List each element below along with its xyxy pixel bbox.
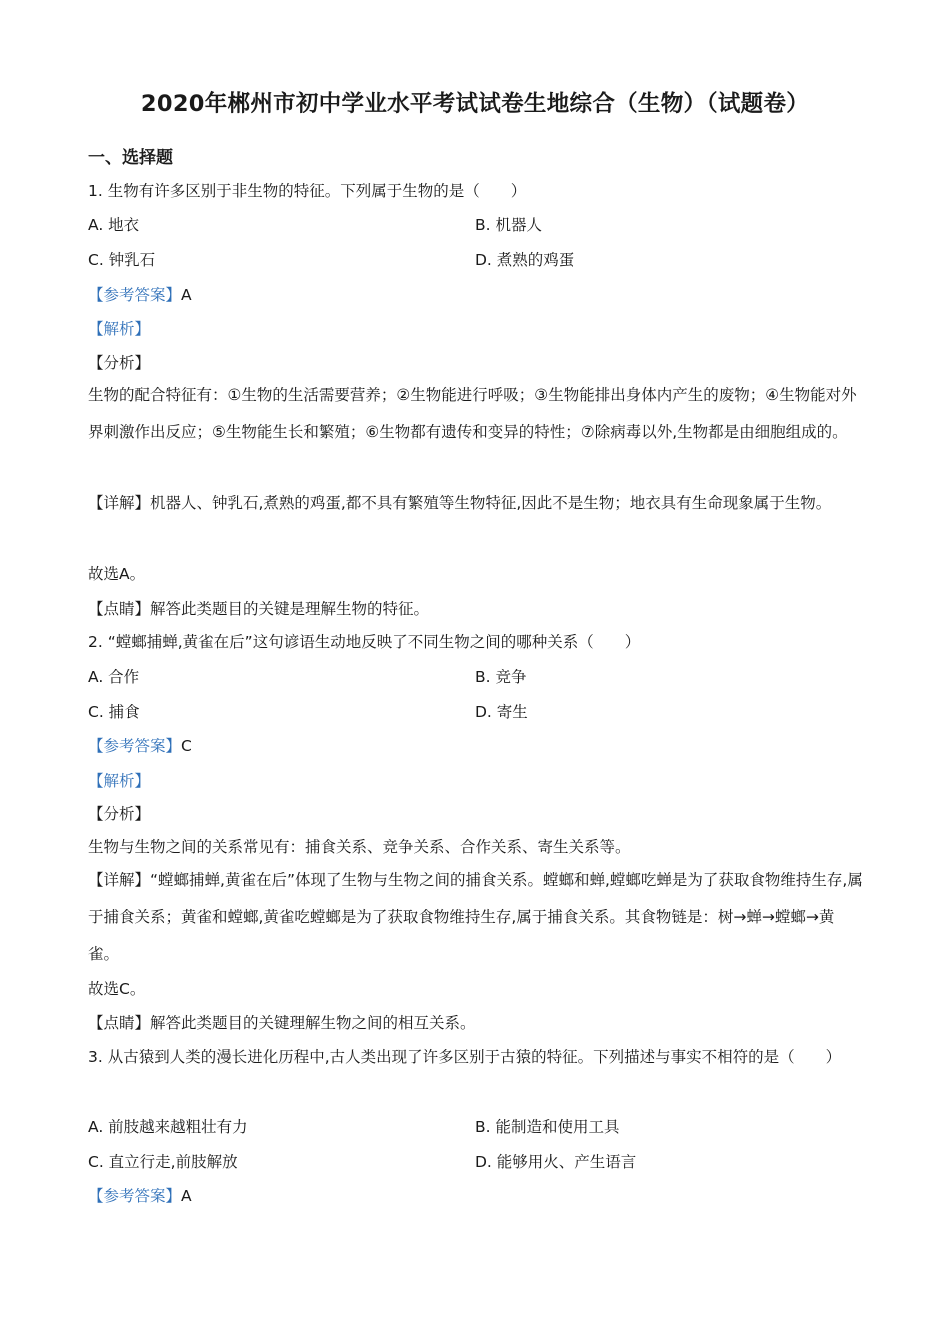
question-2-stem: 2. “螳螂捕蝉,黄雀在后”这句谚语生动地反映了不同生物之间的哪种关系（ ） — [88, 633, 641, 651]
q1-option-d: D. 煮熟的鸡蛋 — [475, 251, 575, 269]
q3-option-b: B. 能制造和使用工具 — [475, 1118, 620, 1136]
q2-dianjing: 【点睛】解答此类题目的关键理解生物之间的相互关系。 — [88, 1014, 476, 1032]
q2-fenxi-text: 生物与生物之间的关系常见有：捕食关系、竞争关系、合作关系、寄生关系等。 — [88, 838, 631, 856]
answer-label: 【参考答案】 — [88, 286, 182, 304]
q3-option-c: C. 直立行走,前肢解放 — [88, 1153, 238, 1171]
q2-option-b: B. 竞争 — [475, 668, 527, 686]
question-3-stem: 3. 从古猿到人类的漫长进化历程中,古人类出现了许多区别于古猿的特征。下列描述与事实不相符的是（ ） — [88, 1048, 842, 1066]
q1-jiexi-label: 【解析】 — [88, 320, 151, 338]
answer-label: 【参考答案】 — [88, 737, 182, 755]
answer-value: A — [181, 1187, 192, 1205]
q2-option-c: C. 捕食 — [88, 703, 140, 721]
q1-answer — [88, 284, 192, 306]
answer-value: A — [181, 286, 192, 304]
q2-fenxi-label: 【分析】 — [88, 805, 151, 823]
answer-value: C — [181, 737, 192, 755]
q1-option-a: A. 地衣 — [88, 216, 140, 234]
answer-label: 【参考答案】 — [88, 1187, 182, 1205]
q1-option-b: B. 机器人 — [475, 216, 542, 234]
q3-answer — [88, 1185, 192, 1207]
q1-fenxi-text: 生物的配合特征有：①生物的生活需要营养；②生物能进行呼吸；③生物能排出身体内产生的废物；④生物能对外界刺激作出反应；⑤生物能生长和繁殖；⑥生物都有遗传和变异的特性；⑦除病毒以外,生物都是由细胞组成的。 — [88, 386, 857, 441]
page-title: 2020年郴州市初中学业水平考试试卷生地综合（生物）（试题卷） — [140, 91, 810, 117]
q1-dianjing: 【点睛】解答此类题目的关键是理解生物的特征。 — [88, 600, 430, 618]
section-heading: 一、选择题 — [88, 148, 173, 168]
q2-option-a: A. 合作 — [88, 668, 140, 686]
q3-option-a: A. 前肢越来越粗壮有力 — [88, 1118, 248, 1136]
q1-guxuan: 故选A。 — [88, 565, 146, 583]
question-1-stem: 1. 生物有许多区别于非生物的特征。下列属于生物的是（ ） — [88, 182, 527, 200]
q1-fenxi-label: 【分析】 — [88, 354, 151, 372]
q2-answer — [88, 735, 192, 757]
q2-guxuan: 故选C。 — [88, 980, 146, 998]
q2-jiexi-label: 【解析】 — [88, 772, 151, 790]
q1-option-c: C. 钟乳石 — [88, 251, 156, 269]
q2-xiangjie: 【详解】“螳螂捕蝉,黄雀在后”体现了生物与生物之间的捕食关系。螳螂和蝉,螳螂吃蝉是为了获取食物维持生存,属于捕食关系；黄雀和螳螂,黄雀吃螳螂是为了获取食物维持生存,属于捕食关系。其食物链是：树→蝉→螳螂→黄雀。 — [88, 871, 863, 963]
q2-option-d: D. 寄生 — [475, 703, 528, 721]
q3-option-d: D. 能够用火、产生语言 — [475, 1153, 637, 1171]
q1-xiangjie: 【详解】机器人、钟乳石,煮熟的鸡蛋,都不具有繁殖等生物特征,因此不是生物；地衣具有生命现象属于生物。 — [88, 494, 832, 512]
